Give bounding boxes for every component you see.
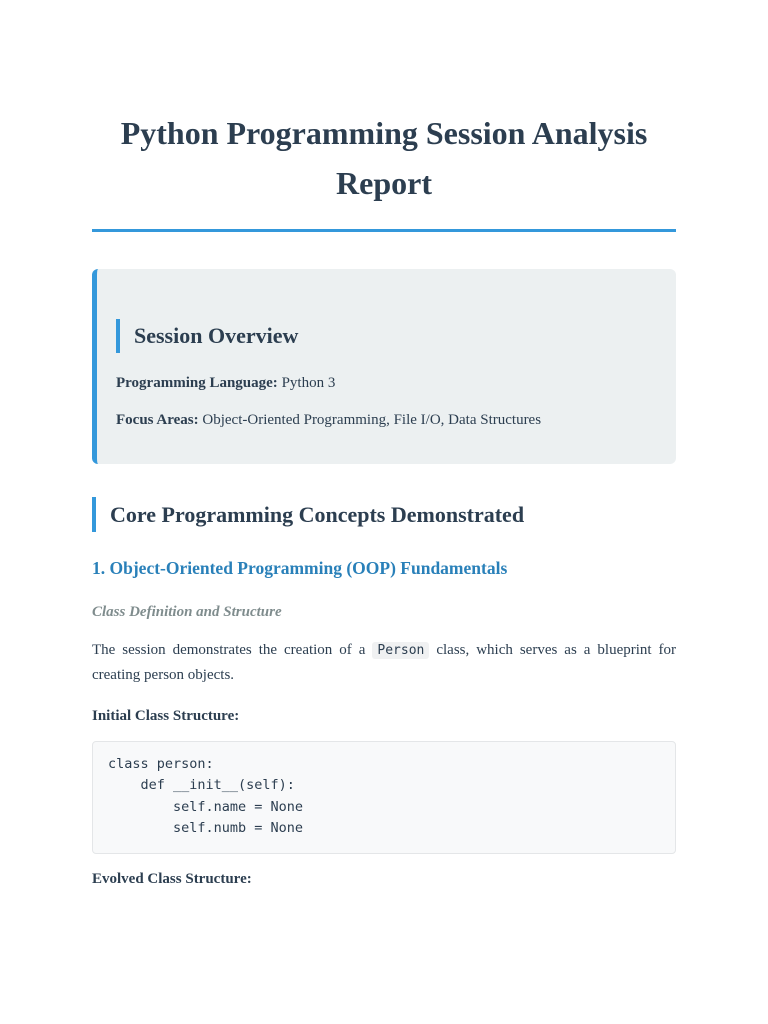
initial-class-structure-label: Initial Class Structure:: [92, 708, 240, 724]
code-block: [92, 741, 676, 854]
programming-language-label: Programming Language:: [116, 375, 278, 391]
intro-text-before: The session demonstrates the creation of a: [92, 642, 366, 658]
focus-areas-line: [116, 410, 541, 430]
focus-areas-label: Focus Areas:: [116, 412, 199, 428]
code-line: def __init__(self):: [108, 777, 295, 794]
session-overview-heading: Session Overview: [116, 319, 298, 353]
code-line: self.name = None: [108, 798, 304, 815]
code-line: class person:: [108, 756, 214, 772]
core-concepts-heading: Core Programming Concepts Demonstrated: [92, 497, 524, 532]
oop-fundamentals-heading: 1. Object-Oriented Programming (OOP) Fundamentals: [92, 558, 508, 578]
programming-language-value: Python 3: [281, 375, 336, 391]
title-divider: [92, 229, 676, 232]
class-definition-heading: Class Definition and Structure: [92, 604, 282, 620]
session-overview-box: [92, 269, 676, 464]
evolved-class-structure-label: Evolved Class Structure:: [92, 871, 252, 887]
page-title: Python Programming Session Analysis Report: [120, 115, 648, 201]
programming-language-line: [116, 373, 335, 393]
code-line: self.numb = None: [108, 819, 304, 836]
inline-code-person: Person: [372, 642, 429, 659]
focus-areas-value: Object-Oriented Programming, File I/O, Data Structures: [202, 412, 542, 428]
intro-paragraph: [92, 638, 676, 687]
intro-text-after: class, which serves as a blueprint for creating person objects.: [92, 642, 677, 683]
